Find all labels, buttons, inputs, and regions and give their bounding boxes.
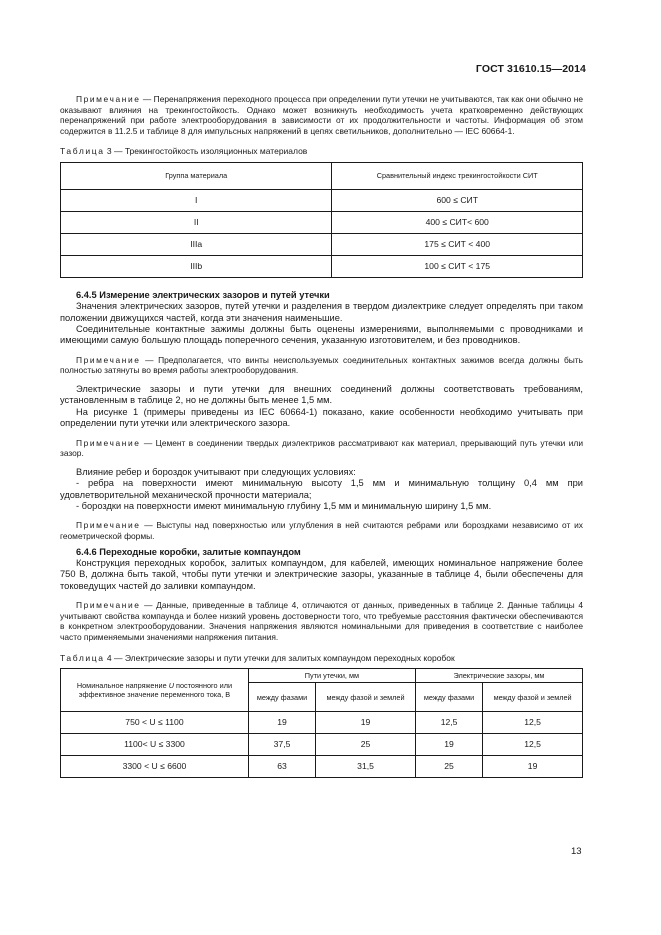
header-symbol: U: [168, 680, 174, 690]
table-cell: 19: [248, 712, 315, 734]
table-row: [61, 734, 583, 756]
table3: [60, 162, 583, 278]
note-label: Примечание: [76, 520, 141, 531]
table-cell: 31,5: [316, 756, 416, 778]
table-row: [61, 756, 583, 778]
paragraph: Электрические зазоры и пути утечки для внешних соединений должны соответствовать требованиям, установленным в таблице 2, но не должны быть менее 1,5 мм.: [60, 384, 583, 406]
standard-designation: ГОСТ 31610.15—2014: [475, 63, 586, 75]
paragraph: Конструкция переходных коробок, залитых компаундом, для кабелей, имеющих номинальное напряжение более 750 В, должна быть такой, чтобы пути утечки и электрические зазоры, указанные в таблице 4, были обеспечены для токоведущих частей до заливки компаундом.: [60, 558, 583, 591]
note-table4-data: [60, 600, 583, 642]
table-row: [61, 211, 583, 233]
note-transient-overvoltage: [60, 94, 583, 136]
table-cell: 3300 < U ≤ 6600: [61, 756, 249, 778]
section-heading-6-4-6: 6.4.6 Переходные коробки, залитые компаундом: [76, 546, 301, 557]
list-item: - бороздки на поверхности имеют минимальную глубину 1,5 мм и минимальную ширину 1,5 мм.: [76, 501, 492, 512]
note-cement: [60, 438, 583, 459]
note-unused-terminals: [60, 355, 583, 376]
table-cell: 19: [415, 734, 482, 756]
table4: [60, 668, 583, 778]
note-text: — Предполагается, что винты неиспользуемых соединительных контактных зажимов всегда должны быть полностью затянуты во время работы электрооборудования.: [60, 354, 583, 376]
note-text: — Выступы над поверхностью или углубления в ней считаются ребрами или бороздками независимо от их геометрической формы.: [60, 520, 583, 542]
column-header-material-group: Группа материала: [61, 162, 332, 189]
table-cell: 175 ≤ СИТ < 400: [332, 233, 583, 255]
table-cell: 12,5: [415, 712, 482, 734]
header-text: Номинальное напряжение: [76, 680, 169, 690]
table-row: [61, 233, 583, 255]
column-header-cti: Сравнительный индекс трекингостойкости СИТ: [332, 162, 583, 189]
table-cell: 1100< U ≤ 3300: [61, 734, 249, 756]
table-cell: 12,5: [483, 734, 583, 756]
table-cell: 25: [415, 756, 482, 778]
table-cell: 19: [483, 756, 583, 778]
table-header-row: [61, 669, 583, 683]
table4-caption-label: Таблица: [60, 652, 105, 663]
column-header-phase: между фазами: [248, 683, 315, 712]
table-cell: IIIb: [61, 255, 332, 277]
table-cell: 100 ≤ СИТ < 175: [332, 255, 583, 277]
table4-caption-text: 4 — Электрические зазоры и пути утечки для залитых компаундом переходных коробок: [104, 652, 455, 663]
table-cell: I: [61, 189, 332, 211]
table-cell: IIIa: [61, 233, 332, 255]
table3-caption-text: 3 — Трекингостойкость изоляционных материалов: [104, 146, 308, 157]
column-header-voltage: [61, 669, 249, 712]
table-cell: 37,5: [248, 734, 315, 756]
table-row: [61, 712, 583, 734]
table-cell: 12,5: [483, 712, 583, 734]
table-cell: 600 ≤ СИТ: [332, 189, 583, 211]
table-row: [61, 189, 583, 211]
note-ribs-grooves: [60, 520, 583, 541]
section-heading-6-4-5: 6.4.5 Измерение электрических зазоров и путей утечки: [76, 289, 330, 300]
note-label: Примечание: [76, 600, 141, 611]
list-item: - ребра на поверхности имеют минимальную высоту 1,5 мм и минимальную толщину 0,4 мм при удовлетворительной механической прочности материала;: [60, 478, 583, 500]
note-label: Примечание: [76, 437, 141, 448]
column-header-phase: между фазами: [415, 683, 482, 712]
table-cell: 63: [248, 756, 315, 778]
note-text: — Цемент в соединении твердых диэлектриков рассматривают как материал, прерывающий путь утечки или зазор.: [60, 437, 583, 459]
table-cell: 19: [316, 712, 416, 734]
table-cell: II: [61, 211, 332, 233]
table3-caption-label: Таблица: [60, 146, 105, 157]
page-number: 13: [571, 846, 582, 857]
note-text: — Перенапряжения переходного процесса при определении пути утечки не учитываются, так как они обычно не оказывают влияния на трекингостойкость. Однако может возникнуть необходимость учета кратковременно действующих перенапряжений при работе электрооборудования в зависимости от их продолжительности и частоты. Информация об этом содержится в 11.2.5 и таблице 8 для импульсных напряжений в цепях светильников, дополнительно — IEC 60664-1.: [60, 94, 583, 136]
paragraph: Значения электрических зазоров, путей утечки и разделения в твердом диэлектрике следует определять при таком положении движущихся частей, когда эти значения наименьшие.: [60, 301, 583, 323]
note-text: — Данные, приведенные в таблице 4, отличаются от данных, приведенных в таблице 2. Данные таблицы 4 учитывают свойства компаунда и более низкий уровень достоверности того, что требуемые расстояния фактически обеспечиваются в конкретном электрооборудовании. Значения напряжения являются номинальными для приведения в соответствие с наиболее часто применяемыми значениями напряжения питания.: [60, 600, 583, 643]
table-cell: 400 ≤ СИТ< 600: [332, 211, 583, 233]
page-content: [60, 94, 583, 778]
table4-caption: [60, 653, 583, 664]
paragraph: Влияние ребер и бороздок учитывают при следующих условиях:: [76, 466, 356, 477]
table-cell: 25: [316, 734, 416, 756]
column-header-creepage: Пути утечки, мм: [248, 669, 415, 683]
table3-caption: [60, 146, 583, 157]
table-cell: 750 < U ≤ 1100: [61, 712, 249, 734]
header-text: постоянного или эффективное значение переменного тока, В: [78, 680, 233, 700]
table-header-row: [61, 162, 583, 189]
table-row: [61, 255, 583, 277]
column-header-phase-ground: между фазой и землей: [483, 683, 583, 712]
column-header-clearance: Электрические зазоры, мм: [415, 669, 582, 683]
note-label: Примечание: [76, 354, 141, 365]
note-label: Примечание: [76, 94, 141, 104]
paragraph: На рисунке 1 (примеры приведены из IEC 60664-1) показано, какие особенности необходимо учитывать при определении пути утечки или электрического зазора.: [60, 406, 583, 429]
column-header-phase-ground: между фазой и землей: [316, 683, 416, 712]
paragraph: Соединительные контактные зажимы должны быть оценены измерениями, выполняемыми с проводниками и имеющими самую большую площадь поперечного сечения, указанную изготовителем, и без проводников.: [60, 324, 583, 346]
